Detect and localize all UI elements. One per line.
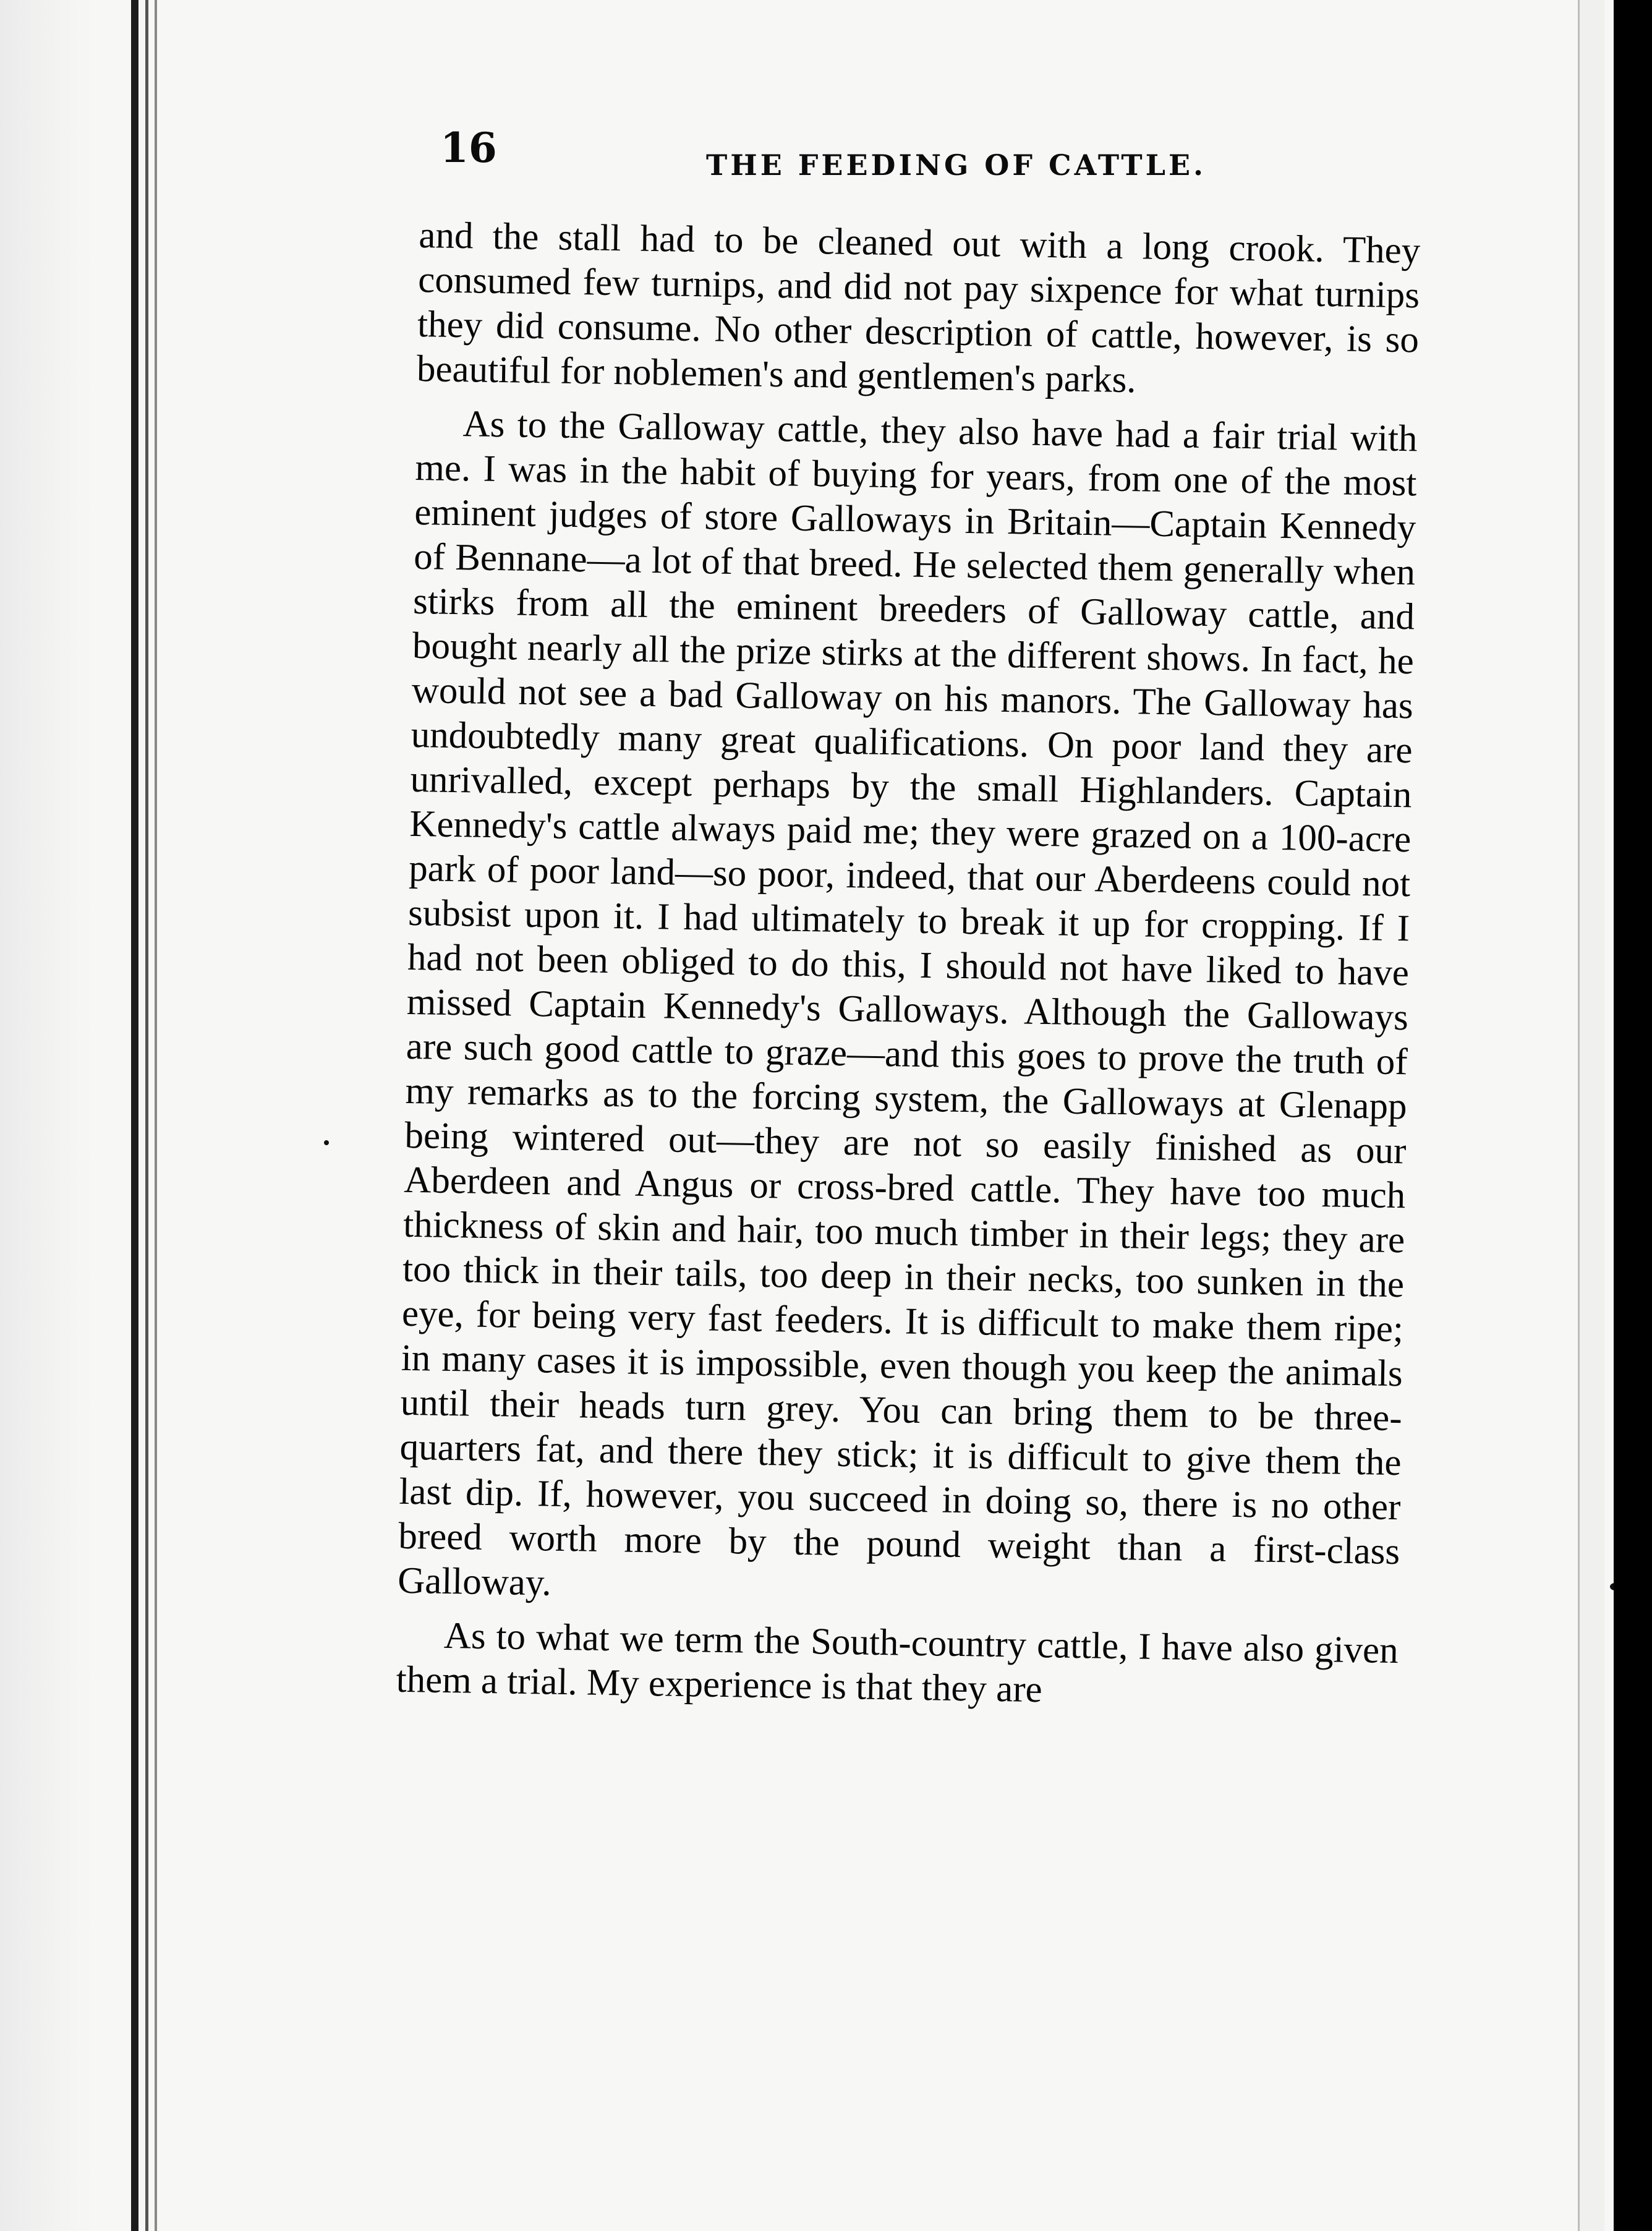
body-text xyxy=(396,213,1421,1718)
scan-frame-edge xyxy=(1578,0,1604,2231)
paragraph: As to what we term the South-country cattle, I have also given them a trial. My experience is that they are xyxy=(396,1615,1399,1711)
scan-speck xyxy=(324,1140,329,1145)
page-header xyxy=(440,124,1603,198)
page-number: 16 xyxy=(440,124,497,172)
running-head: THE FEEDING OF CATTLE. xyxy=(706,148,1207,182)
scan-speck xyxy=(1610,1583,1614,1590)
paragraph: and the stall had to be cleaned out with a long crook. They consumed few turnips, and did not pay sixpence for what turnips they did consume. No other description of cattle, however, is so beautiful for noblemen's and gentlemen's parks. xyxy=(416,214,1421,401)
gutter-line xyxy=(155,0,157,2231)
paragraph: As to the Galloway cattle, they also have had a fair trial with me. I was in the habit of buying for years, from one of the most eminent judges of store Galloways in Britain—Captain Kennedy of Bennane—a lot of that breed. He selected them generally when stirks from all the eminent breeders of Galloway cattle, and bought nearly all the prize stirks at the different shows. In fact, he would not see a bad Galloway on his manors. The Galloway has undoubtedly many great qualifications. On poor land they are unrivalled, except perhaps by the small Highlanders. Captain Kennedy's cattle always paid me; they were grazed on a 100-acre park of poor land—so poor, indeed, that our Aberdeens could not subsist upon it. I had ultimately to break it up for cropping. If I had not been obliged to do this, I should not have liked to have missed Captain Kennedy's Galloways. Although the Galloways are such good cattle to graze—and this goes to prove the truth of my remarks as to the forcing system, the Galloways at Glenapp being wintered out—they are not so easily finished as our Aberdeen and Angus or cross-bred cattle. They have too much thickness of skin and hair, too much timber in their legs; they are too thick in their tails, too deep in their necks, too sunken in the eye, for being very fast feeders. It is difficult to make them ripe; in many cases it is impossible, even though you keep the animals until their heads turn grey. You can bring them to be three-quarters fat, and there they stick; it is difficult to give them the last dip. If, however, you succeed in doing so, there is no other breed worth more by the pound weight than a first-class Galloway. xyxy=(397,403,1418,1604)
gutter-line xyxy=(131,0,138,2231)
page-edge-shading xyxy=(0,0,93,2231)
gutter-line xyxy=(145,0,148,2231)
